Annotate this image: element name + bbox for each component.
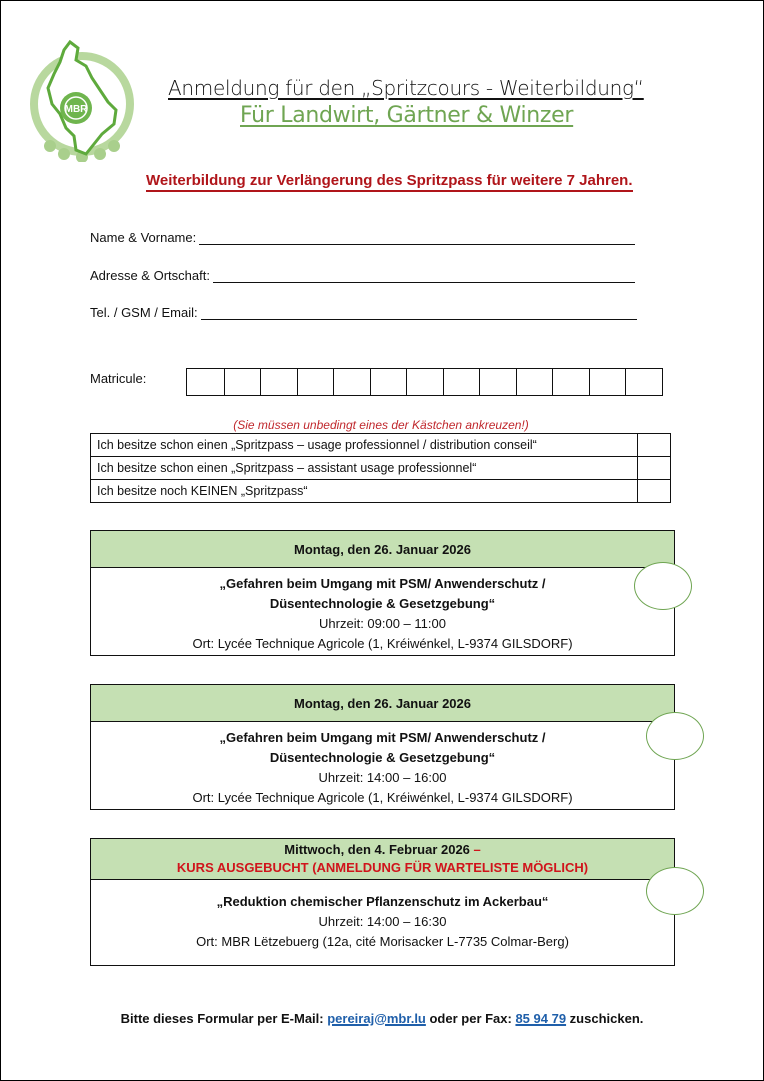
matricule-cell[interactable]: [479, 369, 516, 395]
course-3-select-circle[interactable]: [646, 867, 704, 915]
form-subtitle: Für Landwirt, Gärtner & Winzer: [240, 103, 574, 128]
matricule-cell[interactable]: [443, 369, 480, 395]
address-label: Adresse & Ortschaft:: [90, 268, 210, 283]
course-title-line2: Düsentechnologie & Gesetzgebung“: [269, 750, 496, 765]
option-label: Ich besitze schon einen „Spritzpass – usage professionnel / distribution conseil“: [91, 434, 638, 457]
footer-prefix: Bitte dieses Formular per E-Mail:: [120, 1011, 328, 1026]
address-field[interactable]: [90, 268, 635, 283]
svg-text:MBR: MBR: [64, 104, 88, 115]
footer-suffix: zuschicken.: [566, 1011, 644, 1026]
course-place: Ort: Lycée Technique Agricole (1, Kréiwénkel, L-9374 GILSDORF): [192, 790, 573, 805]
mbr-logo-icon: [30, 38, 134, 162]
option-row: [91, 434, 671, 457]
matricule-cell[interactable]: [224, 369, 261, 395]
name-label: Name & Vorname:: [90, 230, 197, 245]
course-time: Uhrzeit: 14:00 – 16:30: [318, 914, 447, 929]
course-status-fully-booked: KURS AUSGEBUCHT (ANMELDUNG FÜR WARTELISTE MÖGLICH): [176, 860, 589, 875]
option-row: [91, 480, 671, 503]
course-2-select-circle[interactable]: [646, 712, 704, 760]
course-card-3: [90, 838, 675, 966]
option-label: Ich besitze schon einen „Spritzpass – assistant usage professionnel“: [91, 457, 638, 480]
matricule-cell[interactable]: [516, 369, 553, 395]
course-card-2: [90, 684, 675, 810]
course-title-line2: Düsentechnologie & Gesetzgebung“: [269, 596, 496, 611]
course-date: Mittwoch, den 4. Februar 2026: [284, 842, 470, 857]
option-checkbox[interactable]: [638, 434, 671, 457]
course-place: Ort: MBR Lëtzebuerg (12a, cité Morisacker L-7735 Colmar-Berg): [196, 934, 569, 949]
course-title-line1: „Gefahren beim Umgang mit PSM/ Anwenderschutz /: [219, 730, 546, 745]
matricule-boxes[interactable]: [186, 368, 663, 396]
matricule-cell[interactable]: [552, 369, 589, 395]
option-checkbox[interactable]: [638, 457, 671, 480]
course-date: Montag, den 26. Januar 2026: [91, 685, 674, 722]
notice-heading: Weiterbildung zur Verlängerung des Spritzpass für weitere 7 Jahren.: [146, 172, 633, 192]
course-title-line1: „Reduktion chemischer Pflanzenschutz im Ackerbau“: [216, 894, 549, 909]
checkbox-warning: (Sie müssen unbedingt eines der Kästchen ankreuzen!): [233, 418, 529, 432]
name-input-line[interactable]: [199, 230, 635, 245]
course-card-1: [90, 530, 675, 656]
matricule-cell[interactable]: [406, 369, 443, 395]
option-checkbox[interactable]: [638, 480, 671, 503]
course-time: Uhrzeit: 14:00 – 16:00: [318, 770, 447, 785]
matricule-cell[interactable]: [297, 369, 334, 395]
contact-field[interactable]: [90, 305, 637, 320]
email-link[interactable]: pereiraj@mbr.lu: [327, 1011, 426, 1026]
spritzpass-options-table: [90, 433, 671, 503]
matricule-cell[interactable]: [625, 369, 662, 395]
matricule-label: Matricule:: [90, 371, 147, 386]
footer-instructions: [0, 1011, 764, 1026]
fax-link[interactable]: 85 94 79: [515, 1011, 567, 1026]
course-1-select-circle[interactable]: [634, 562, 692, 610]
name-field[interactable]: [90, 230, 635, 245]
footer-middle: oder per Fax:: [425, 1011, 516, 1026]
form-title: Anmeldung für den „Spritzcours - Weiterbildung“: [168, 76, 644, 100]
option-row: [91, 457, 671, 480]
course-date-dash: –: [469, 842, 481, 857]
address-input-line[interactable]: [213, 268, 635, 283]
option-label: Ich besitze noch KEINEN „Spritzpass“: [91, 480, 638, 503]
matricule-cell[interactable]: [260, 369, 297, 395]
matricule-cell[interactable]: [589, 369, 626, 395]
matricule-cell[interactable]: [187, 369, 224, 395]
matricule-cell[interactable]: [370, 369, 407, 395]
contact-label: Tel. / GSM / Email:: [90, 305, 198, 320]
course-time: Uhrzeit: 09:00 – 11:00: [319, 616, 446, 631]
matricule-cell[interactable]: [333, 369, 370, 395]
contact-input-line[interactable]: [201, 305, 637, 320]
course-place: Ort: Lycée Technique Agricole (1, Kréiwénkel, L-9374 GILSDORF): [192, 636, 573, 651]
course-title-line1: „Gefahren beim Umgang mit PSM/ Anwenderschutz /: [219, 576, 546, 591]
course-date: Montag, den 26. Januar 2026: [91, 531, 674, 568]
